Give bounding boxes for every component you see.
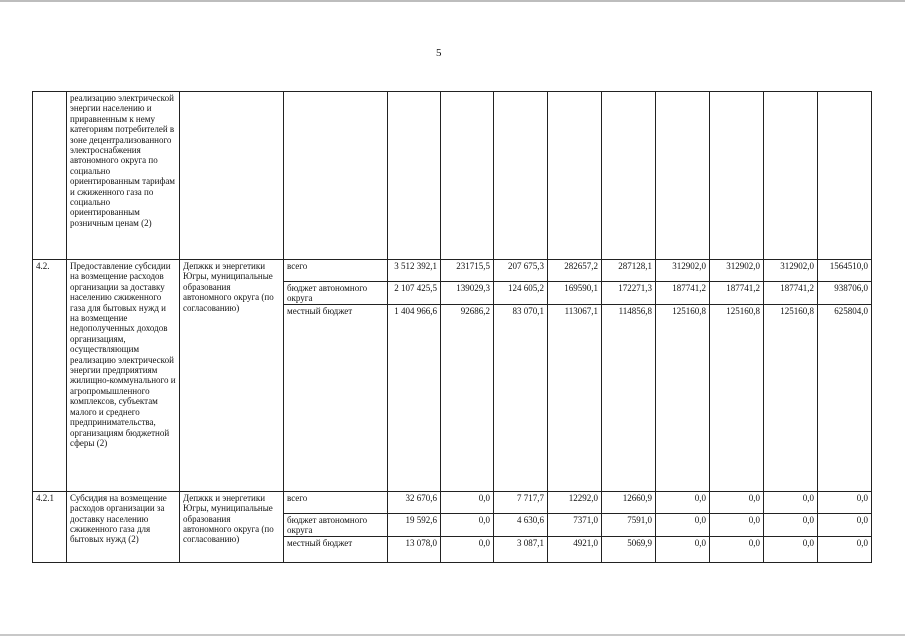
funding-source-cell: местный бюджет [284,536,388,562]
value-cell: 207 675,3 [494,260,548,282]
value-cell: 282657,2 [548,260,602,282]
row-number-cell: 4.2.1 [33,491,67,562]
value-cell: 83 070,1 [494,304,548,491]
value-cell: 938706,0 [818,282,872,305]
value-cell: 5069,9 [602,536,656,562]
value-cell: 3 512 392,1 [388,260,441,282]
page-number: 5 [436,47,442,59]
value-cell: 12660,9 [602,491,656,513]
value-cell: 169590,1 [548,282,602,305]
value-cell: 312902,0 [656,260,710,282]
value-cell: 13 078,0 [388,536,441,562]
value-cell: 19 592,6 [388,513,441,536]
value-cell: 0,0 [656,491,710,513]
value-cell: 4921,0 [548,536,602,562]
value-cell: 0,0 [710,513,764,536]
value-cell: 312902,0 [764,260,818,282]
value-cell: 1 404 966,6 [388,304,441,491]
value-cell: 124 605,2 [494,282,548,305]
executor-cell: Депжкк и энергетики Югры, муниципальные образования автономного округа (по согласованию) [180,260,284,492]
value-cell: 187741,2 [656,282,710,305]
value-cell: 625804,0 [818,304,872,491]
value-cell: 92686,2 [441,304,494,491]
value-cell: 0,0 [441,513,494,536]
value-cell: 231715,5 [441,260,494,282]
funding-source-cell: бюджет автономного округа [284,513,388,536]
measure-name-cell: Субсидия на возмещение расходов организации за доставку населению сжиженного газа для бытовых нужд (2) [67,491,180,562]
table-row [33,491,872,513]
table-row [33,92,872,260]
value-cell: 287128,1 [602,260,656,282]
value-cell: 0,0 [818,536,872,562]
value-cell: 187741,2 [764,282,818,305]
value-cell: 0,0 [764,513,818,536]
value-cell: 0,0 [441,491,494,513]
value-cell: 3 087,1 [494,536,548,562]
value-cell: 0,0 [764,491,818,513]
scan-bottom-edge [0,634,905,636]
value-cell: 0,0 [710,491,764,513]
funding-source-cell: всего [284,260,388,282]
row-number-cell: 4.2. [33,260,67,492]
value-cell: 32 670,6 [388,491,441,513]
value-cell: 0,0 [656,536,710,562]
value-cell: 187741,2 [710,282,764,305]
value-cell: 0,0 [818,513,872,536]
value-cell: 114856,8 [602,304,656,491]
value-cell: 125160,8 [656,304,710,491]
value-cell: 0,0 [441,536,494,562]
value-cell: 12292,0 [548,491,602,513]
value-cell: 0,0 [818,491,872,513]
measure-name-cell: Предоставление субсидии на возмещение расходов организации за доставку населению сжиженного газа для бытовых нужд и на возмещение недополученных доходов организациям, осуществляющим реализацию электрической энергии предприятиям жилищно-коммунального и агропромышленного комплексов, субъектам малого и среднего предпринимательства, организациям бюджетной сферы (2) [67,260,180,492]
measure-name-cell: реализацию электрической энергии населению и приравненным к нему категориям потребителей в зоне децентрализованного электроснабжения автономного округа по социально ориентированным тарифам и сжиженного газа по социально ориентированным розничным ценам (2) [67,92,180,260]
value-cell: 125160,8 [710,304,764,491]
value-cell: 2 107 425,5 [388,282,441,305]
value-cell: 139029,3 [441,282,494,305]
table-row [33,260,872,282]
budget-table [32,91,872,563]
scan-top-edge [0,0,905,2]
value-cell: 312902,0 [710,260,764,282]
value-cell: 125160,8 [764,304,818,491]
value-cell: 0,0 [656,513,710,536]
funding-source-cell: местный бюджет [284,304,388,491]
executor-cell: Депжкк и энергетики Югры, муниципальные образования автономного округа (по согласованию) [180,491,284,562]
value-cell: 0,0 [710,536,764,562]
value-cell: 0,0 [764,536,818,562]
value-cell: 172271,3 [602,282,656,305]
funding-source-cell: бюджет автономного округа [284,282,388,305]
value-cell: 1564510,0 [818,260,872,282]
row-number-cell [33,92,67,260]
value-cell: 4 630,6 [494,513,548,536]
value-cell: 7 717,7 [494,491,548,513]
value-cell: 113067,1 [548,304,602,491]
funding-source-cell: всего [284,491,388,513]
value-cell: 7371,0 [548,513,602,536]
value-cell: 7591,0 [602,513,656,536]
